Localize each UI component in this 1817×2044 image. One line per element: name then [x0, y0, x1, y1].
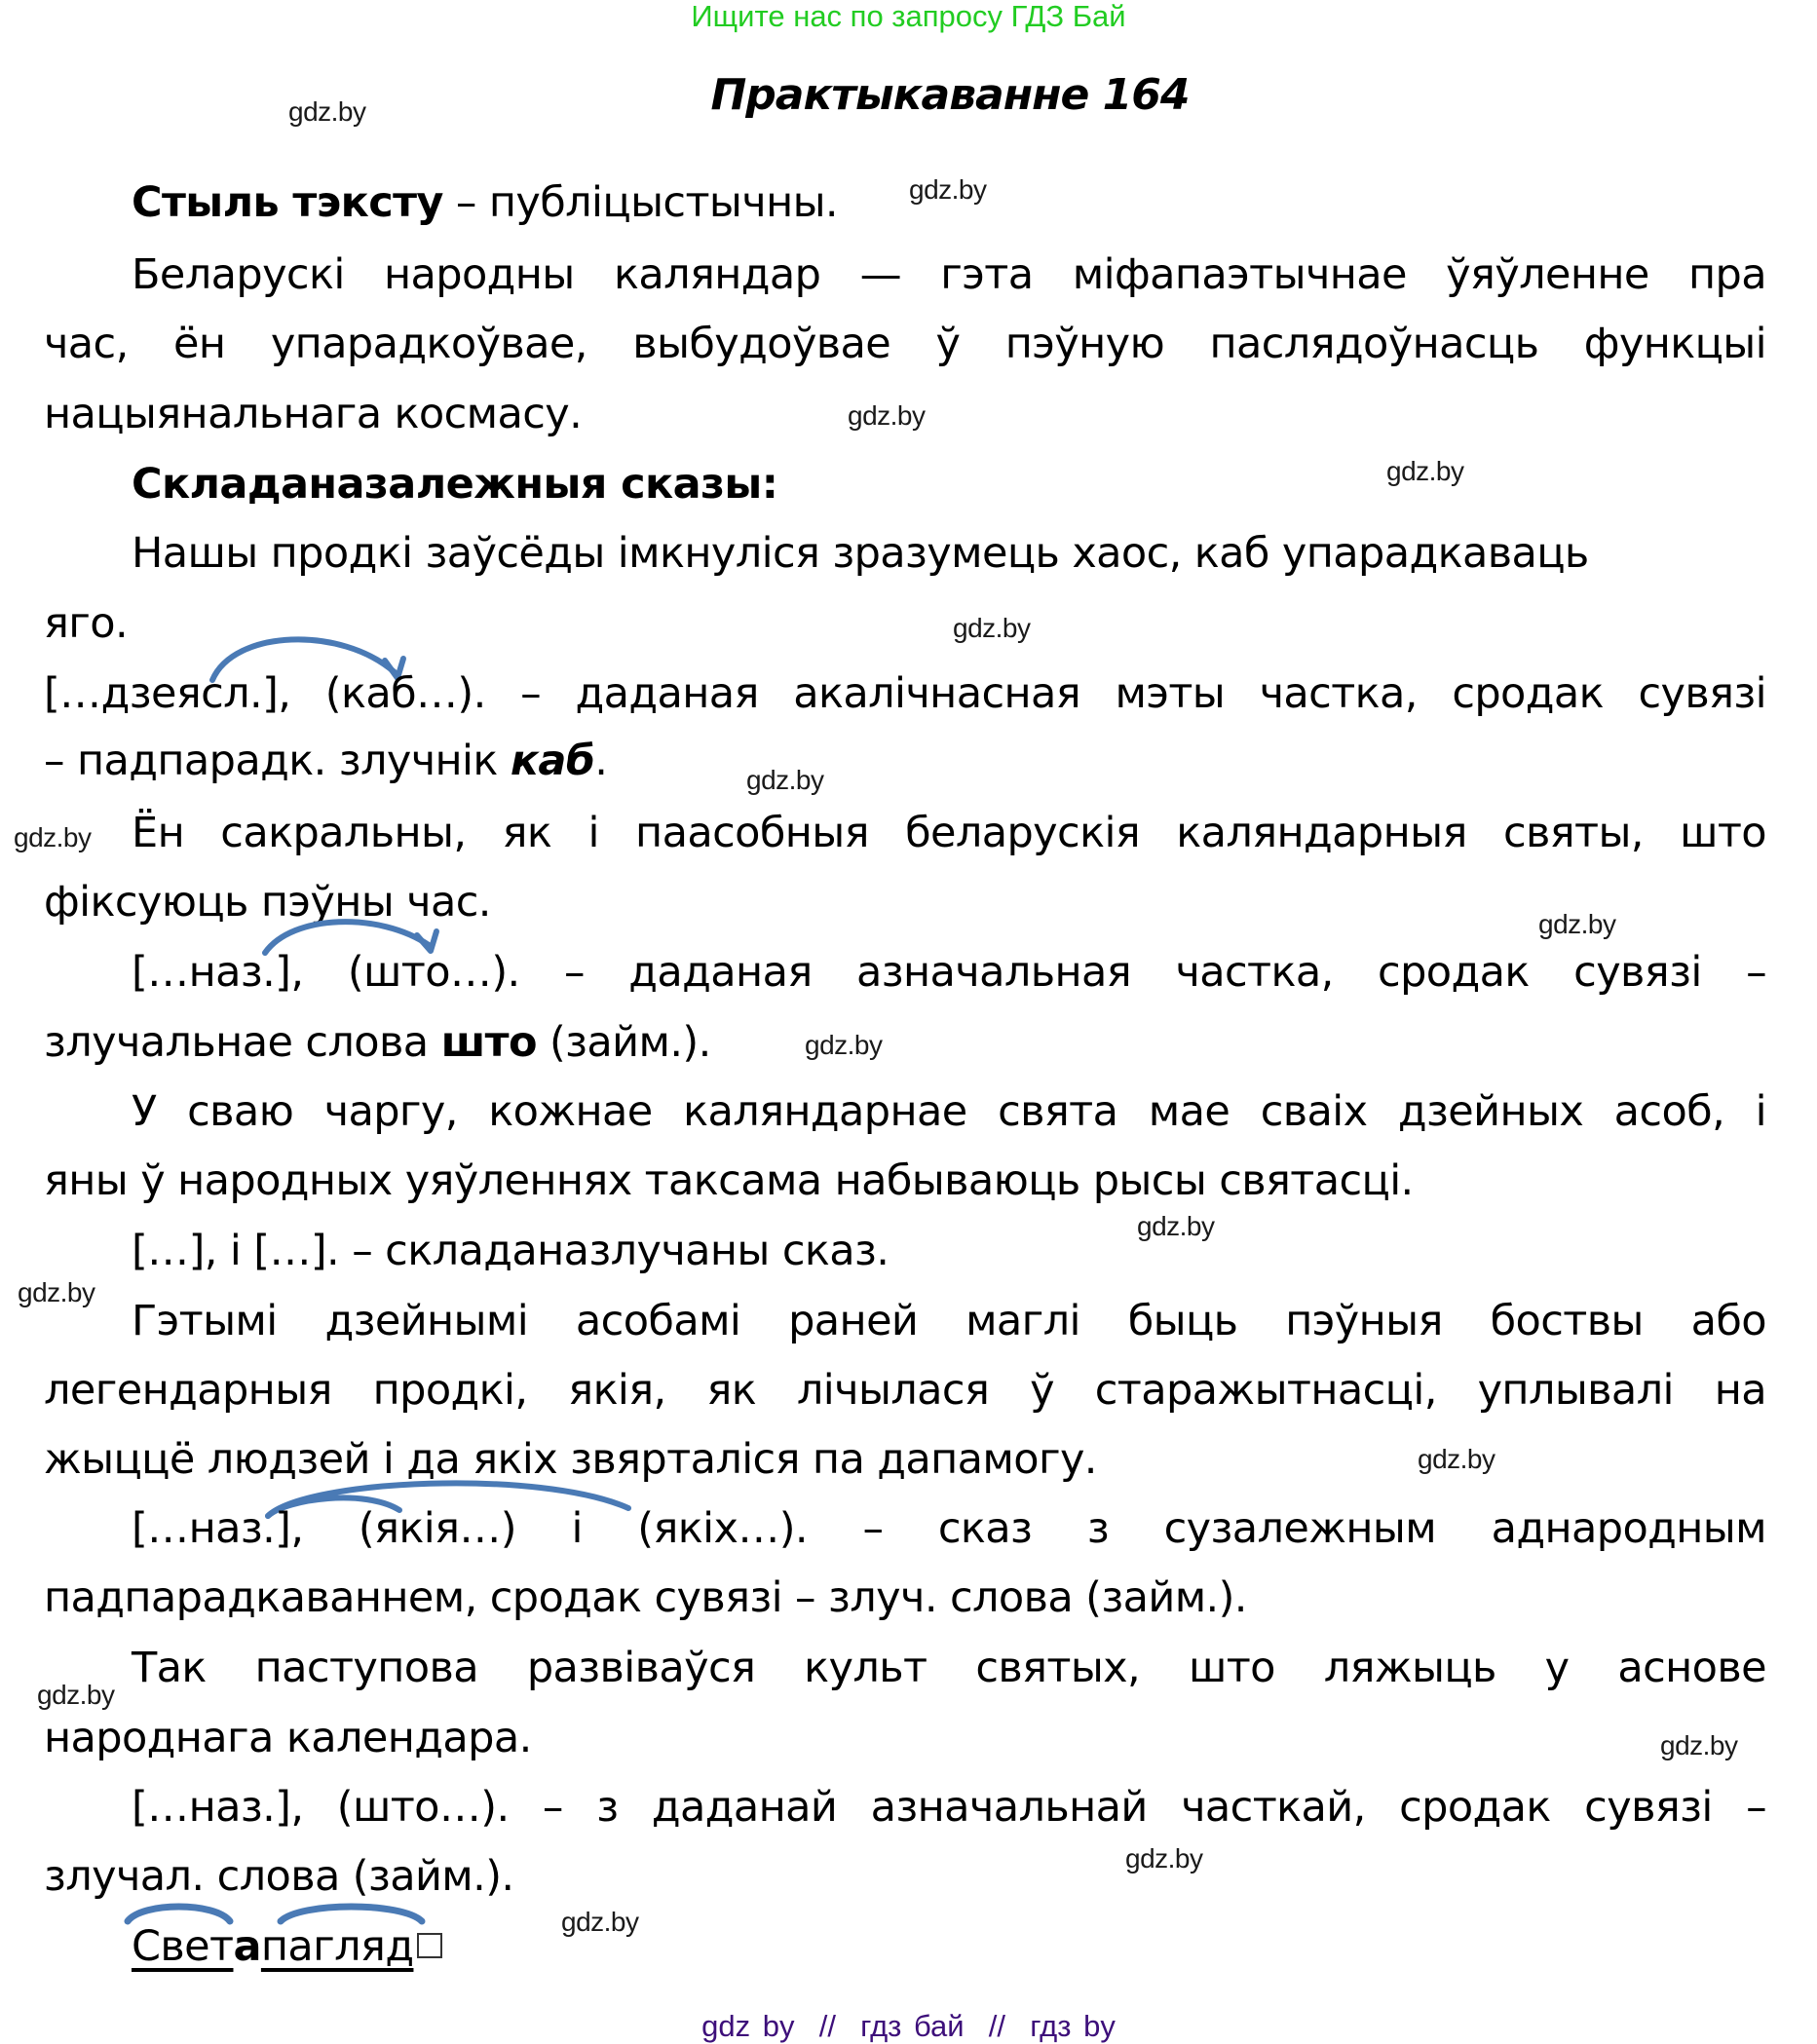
- scheme-text: злучальнае слова: [44, 1018, 441, 1067]
- watermark: gdz.by: [1418, 1444, 1495, 1474]
- scheme-line: […наз.], (якія…) і (якіх…). – сказ з сузалежным аднародным: [132, 1504, 1766, 1553]
- search-banner: Ищите нас по запросу ГДЗ Бай: [691, 0, 1126, 33]
- scheme-text: .: [594, 737, 608, 785]
- scheme-line: […], і […]. – складаназлучаны сказ.: [132, 1227, 890, 1275]
- scheme-line-cont: злучал. слова (займ.).: [44, 1852, 514, 1901]
- scheme-line: […наз.], (што…). – даданая азначальная частка, сродак сувязі –: [132, 948, 1766, 997]
- connecting-vowel: а: [233, 1922, 261, 1971]
- sentence-line: Ён сакральны, як і паасобныя беларускія каляндарныя святы, што: [132, 809, 1766, 857]
- watermark: gdz.by: [561, 1907, 639, 1937]
- word-analysis: [132, 1917, 1766, 1976]
- scheme-text: (займ.).: [536, 1018, 711, 1067]
- watermark: gdz.by: [1660, 1730, 1738, 1760]
- page-title: Практыкаванне 164: [710, 70, 1190, 120]
- section-heading: [132, 455, 1766, 513]
- word-root-1: Свет: [132, 1922, 234, 1971]
- scheme-text: – падпарадк. злучнік: [44, 737, 511, 785]
- watermark: gdz.by: [848, 400, 926, 431]
- watermark: gdz.by: [953, 613, 1031, 643]
- sentence-line: народнага календара.: [44, 1714, 532, 1762]
- watermark: gdz.by: [805, 1030, 883, 1060]
- scheme-line: […наз.], (што…). – з даданай азначальнай часткай, сродак сувязі –: [132, 1783, 1766, 1832]
- paragraph-line: Беларускі народны каляндар — гэта міфапаэтычнае ўяўленне пра: [132, 250, 1766, 299]
- text-style-value: – публіцыстычны.: [442, 178, 839, 227]
- sentence-line: Нашы продкі заўсёды імкнуліся зразумець хаос, каб упарадкаваць: [132, 529, 1589, 578]
- watermark: gdz.by: [1386, 456, 1464, 486]
- watermark: gdz.by: [746, 765, 824, 795]
- paragraph-line: час, ён упарадкоўвае, выбудоўвае ў пэўную паслядоўнасць функцыі: [44, 320, 1766, 368]
- zero-ending-icon: [417, 1933, 442, 1958]
- sentence-line: фіксуюць пэўны час.: [44, 878, 491, 927]
- sentence-line: яго.: [44, 599, 129, 648]
- watermark: gdz.by: [909, 174, 987, 205]
- sentence-line: Так паступова развіваўся культ святых, што ляжыць у аснове: [132, 1644, 1766, 1692]
- watermark: gdz.by: [1137, 1211, 1215, 1241]
- paragraph-line: нацыянальнага космасу.: [44, 390, 583, 438]
- sentence-line: легендарныя продкі, якія, як лічылася ў старажытнасці, уплывалі на: [44, 1366, 1766, 1415]
- watermark: gdz.by: [1538, 909, 1616, 939]
- word-root-2: пагляд: [260, 1922, 414, 1971]
- scheme-line-cont: падпарадкаваннем, сродак сувязі – злуч. слова (займ.).: [44, 1573, 1247, 1622]
- scheme-line: […дзеясл.], (каб…). – даданая акалічнасная мэты частка, сродак сувязі: [44, 669, 1766, 718]
- scheme-line-cont: [44, 732, 1766, 790]
- watermark: gdz.by: [1125, 1843, 1203, 1874]
- sentence-line: Гэтымі дзейнымі асобамі раней маглі быць пэўныя боствы або: [132, 1297, 1766, 1345]
- sentence-line: жыццё людзей і да якіх звярталіся па дапамогу.: [44, 1435, 1097, 1484]
- watermark: gdz.by: [288, 96, 366, 127]
- watermark: gdz.by: [37, 1680, 115, 1710]
- section-heading-text: Складаназалежныя сказы:: [132, 460, 778, 509]
- watermark: gdz.by: [18, 1277, 95, 1307]
- sentence-line: яны ў народных уяўленнях таксама набываюць рысы святасці.: [44, 1156, 1414, 1205]
- text-style-label: Стыль тэксту: [132, 178, 443, 227]
- relative-word-highlight: што: [440, 1018, 537, 1067]
- footer-links: gdz by // гдз бай // гдз by: [701, 2009, 1116, 2043]
- conjunction-highlight: каб: [510, 737, 595, 785]
- scheme-line-cont: [44, 1013, 1766, 1072]
- watermark: gdz.by: [14, 822, 92, 852]
- sentence-line: У сваю чаргу, кожнае каляндарнае свята мае сваіх дзейных асоб, і: [132, 1087, 1766, 1136]
